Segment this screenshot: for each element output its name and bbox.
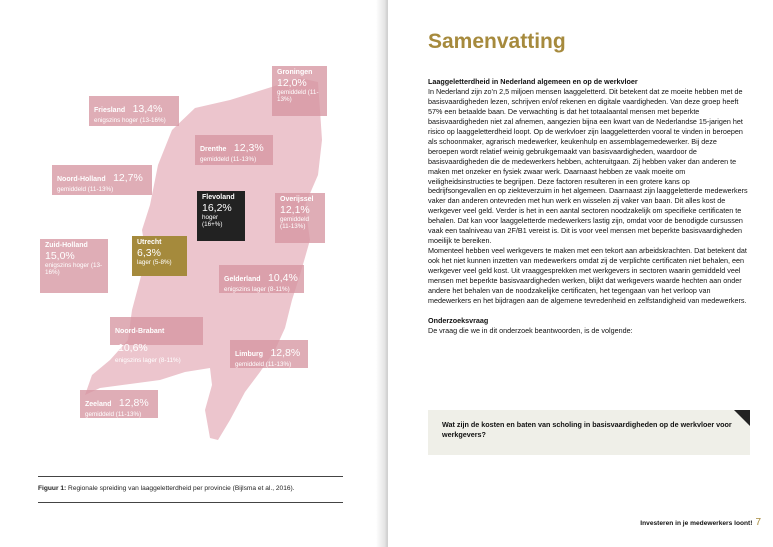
province-label-flevoland [197, 191, 245, 241]
province-name: Gelderland [224, 276, 261, 283]
section-heading: Laaggeletterdheid in Nederland algemeen en op de werkvloer [428, 77, 638, 86]
province-label-drenthe [195, 135, 273, 165]
province-value: 12,7% [113, 172, 143, 184]
research-question: Wat zijn de kosten en baten van scholing in basisvaardigheden op de werkvloer voor werkgevers? [442, 420, 732, 439]
research-question-box [428, 410, 750, 455]
province-name: Noord-Brabant [115, 328, 165, 335]
province-desc: gemiddeld (11-13%) [277, 89, 319, 104]
province-desc: lager (5-8%) [137, 259, 172, 267]
province-value: 12,8% [270, 347, 301, 359]
province-value: 12,8% [118, 397, 149, 409]
province-desc: gemiddeld (11-13%) [85, 411, 142, 419]
province-value: 15,0% [45, 250, 75, 263]
province-value: 6,3% [137, 247, 161, 260]
page-footer [640, 517, 761, 528]
province-value: 12,1% [280, 204, 310, 217]
province-value: 12,3% [233, 142, 264, 154]
province-label-zuid-holland [40, 239, 108, 293]
province-value: 13,4% [132, 103, 163, 115]
province-name: Zuid-Holland [45, 242, 88, 249]
province-name: Drenthe [200, 146, 227, 153]
province-desc: enigszins hoger (13-16%) [94, 117, 166, 125]
figure-caption [38, 485, 295, 492]
section-heading: Onderzoeksvraag [428, 315, 489, 325]
body-text [428, 77, 748, 336]
province-name: Utrecht [137, 239, 162, 246]
caption-rule-top [38, 476, 343, 477]
page-number: 7 [755, 517, 761, 528]
province-label-overijssel [275, 193, 325, 243]
caption-label: Figuur 1: [38, 485, 67, 492]
caption-rule-bottom [38, 502, 343, 503]
province-label-gelderland [219, 265, 304, 293]
netherlands-map-shape [85, 78, 322, 440]
page-title: Samenvatting [428, 30, 566, 53]
province-label-noord-brabant [110, 317, 203, 364]
province-desc: gemiddeld (11-13%) [280, 216, 310, 231]
province-label-utrecht [132, 236, 187, 276]
paragraph: In Nederland zijn zo’n 2,5 miljoen mensen laaggeletterd. Dit betekent dat ze moeite hebben met de basisvaardigheden lezen, schrijven en/of rekenen en digitale vaardigheden. Van deze groep heeft 57% een betaalde baan. De verwachting is dat het totaalaantal mensen met beperkte basisvaardigheden niet zal afnemen, aangezien bijna een kwart van de Nederlandse 15-jarigen het risico op laaggeletterdheid loopt. Op de werkvloer zijn laaggeletterden vooral te vinden in beroepen als schoonmaker, agrarisch medewerker, keukenhulp en assemblagemedewerker. Bij deze beroepen wordt relatief weinig gebruikgemaakt van basisvaardigheden, waardoor de basisvaardigheden die de medewerkers hebben, achteruitgaan. Zij hebben vaker dan anderen te maken met onzeker en fysiek zwaar werk. Daarnaast hebben ze vaak moeite om veiligheidsinstructies te begrijpen. Deze factoren resulteren in een grotere kans op bedrijfsongevallen en op ziekteverzuim in het algemeen. Daarnaast zijn laaggeletterde medewerkers vaker dan anderen ontevreden met hun werk en wisselen zij vaker van baan. Dit alles kost de werkgever veel geld. Verder is het in een aantal sectoren noodzakelijk om specifieke certificaten te behalen. Dat kan voor laaggeletterde medewerkers lastig zijn, omdat voor de benodigde cursussen vaak een taalniveau van 2F/B1 vereist is. Dit is voor veel mensen met beperkte basisvaardigheden moeilijk te bereiken. [428, 86, 748, 246]
caption-source: (Bijlsma et al., 2016). [232, 485, 295, 492]
province-value: 16,2% [202, 202, 232, 215]
footer-text: Investeren in je medewerkers loont! [640, 520, 753, 527]
province-label-noord-holland [52, 165, 152, 195]
province-desc: gemiddeld (11-13%) [57, 186, 114, 194]
paragraph: Momenteel hebben veel werkgevers te maken met een tekort aan arbeidskrachten. Dat betekent dat ook het niet kunnen inzetten van medewerkers omdat zij de verplichte certificaten niet behalen, een werkgever veel geld kost. Uit vraaggesprekken met werkgevers in sectoren waarin gemiddeld veel mensen met beperkte basisvaardigheden werken, blijkt dat werkgevers waarde hechten aan onder andere het behalen van de noodzakelijke certificaten, het tegengaan van het verloop van medewerkers en het bijdragen aan de algemene tevredenheid en zelfstandigheid van medewerkers. [428, 246, 747, 305]
right-page [388, 0, 773, 547]
province-name: Zeeland [85, 401, 112, 408]
province-name: Noord-Holland [57, 176, 106, 183]
province-label-friesland [89, 96, 179, 126]
corner-triangle-icon [734, 410, 750, 426]
province-desc: hoger (16+%) [202, 214, 223, 229]
province-name: Friesland [94, 107, 126, 114]
province-desc: gemiddeld (11-13%) [200, 156, 257, 164]
left-page [0, 0, 382, 547]
province-label-groningen [272, 66, 327, 116]
province-desc: gemiddeld (11-13%) [235, 361, 292, 369]
paragraph: De vraag die we in dit onderzoek beantwoorden, is de volgende: [428, 325, 633, 335]
province-label-limburg [230, 340, 308, 368]
province-desc: enigszins lager (8-11%) [224, 286, 290, 294]
province-name: Limburg [235, 351, 263, 358]
province-name: Overijssel [280, 196, 314, 203]
province-desc: enigszins hoger (13-16%) [45, 262, 103, 277]
province-name: Groningen [277, 69, 313, 76]
province-label-zeeland [80, 390, 158, 418]
province-name: Flevoland [202, 194, 235, 201]
province-desc: enigszins lager (8-11%) [115, 356, 181, 364]
province-value: 12,0% [277, 77, 307, 90]
province-value: 10,6% [118, 342, 148, 355]
province-value: 10,4% [268, 272, 298, 284]
caption-text: Regionale spreiding van laaggeletterdheid per provincie [66, 485, 233, 492]
